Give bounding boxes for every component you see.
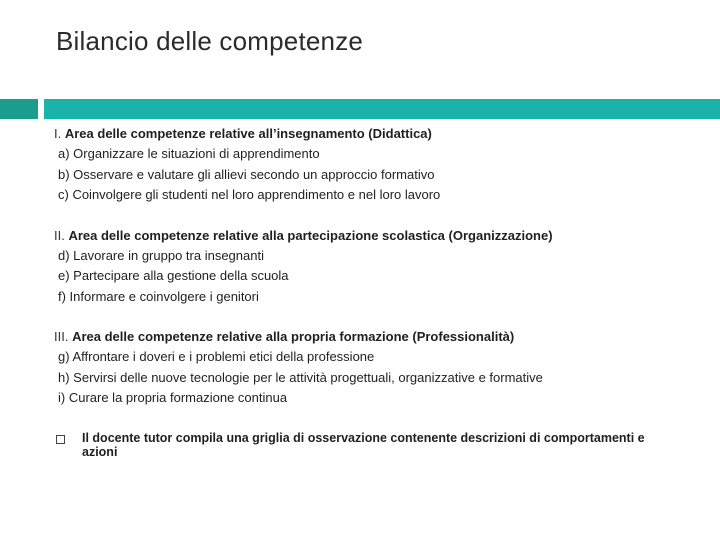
list-item: e) Partecipare alla gestione della scuola <box>58 268 289 283</box>
list-item: h) Servirsi delle nuove tecnologie per le attività progettuali, organizzative e formative <box>58 369 543 385</box>
slide-title: Bilancio delle competenze <box>56 26 364 56</box>
list-item: b) Osservare e valutare gli allievi secondo un approccio formativo <box>58 166 435 182</box>
list-item: a) Organizzare le situazioni di apprendimento <box>58 146 320 161</box>
tutor-note-text: Il docente tutor compila una griglia di osservazione contenente descrizioni di comportamenti e azioni <box>82 431 645 459</box>
list-item: i) Curare la propria formazione continua <box>58 390 288 405</box>
competence-section-2 <box>54 226 694 308</box>
section-number: I. <box>54 126 62 141</box>
section-title: Area delle competenze relative alla partecipazione scolastica (Organizzazione) <box>68 227 553 243</box>
list-item: c) Coinvolgere gli studenti nel loro apprendimento e nel loro lavoro <box>58 187 441 202</box>
section-number: III. <box>54 329 69 344</box>
competence-section-3 <box>54 327 694 409</box>
accent-bar-left-segment <box>0 99 38 119</box>
accent-bar <box>0 99 720 119</box>
competence-section-1 <box>54 124 694 206</box>
section-heading <box>54 226 694 246</box>
slide-content <box>54 124 694 429</box>
section-heading <box>54 124 694 144</box>
list-item: f) Informare e coinvolgere i genitori <box>58 288 259 304</box>
section-title: Area delle competenze relative all’insegnamento (Didattica) <box>64 126 432 141</box>
tutor-note-bullet <box>56 431 676 459</box>
square-bullet-icon <box>56 435 65 444</box>
accent-bar-right-segment <box>44 99 720 119</box>
section-number: II. <box>54 227 65 243</box>
section-heading <box>54 327 694 347</box>
list-item: d) Lavorare in gruppo tra insegnanti <box>58 247 264 263</box>
list-item: g) Affrontare i doveri e i problemi etici della professione <box>58 349 375 364</box>
section-title: Area delle competenze relative alla propria formazione (Professionalità) <box>72 329 515 344</box>
